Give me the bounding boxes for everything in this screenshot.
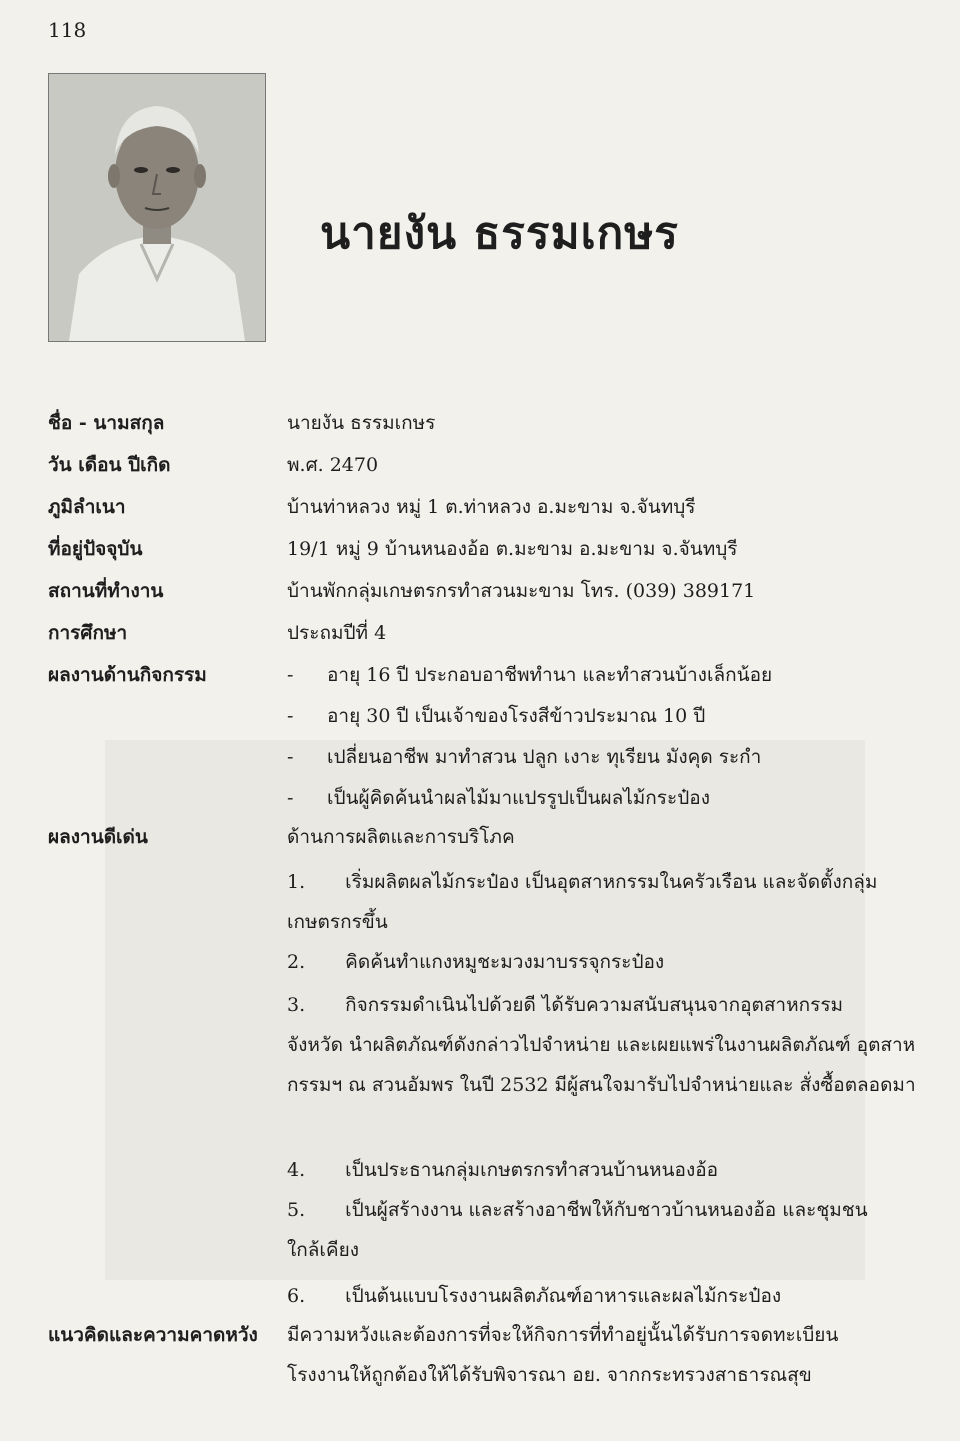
outstanding-heading: ด้านการผลิตและการบริโภค — [287, 826, 515, 848]
workplace-label: สถานที่ทำงาน — [48, 580, 164, 602]
activity-item: เป็นผู้คิดค้นนำผลไม้มาแปรรูปเป็นผลไม้กระป๋อง — [327, 787, 710, 809]
address-value: 19/1 หมู่ 9 บ้านหนองอ้อ ต.มะขาม อ.มะขาม จ.จันทบุรี — [287, 538, 738, 560]
hometown-label: ภูมิลำเนา — [48, 496, 126, 518]
item-text-continued: เกษตรกรขึ้น — [287, 911, 388, 933]
birth-value: พ.ศ. 2470 — [287, 454, 379, 476]
activity-item: อายุ 16 ปี ประกอบอาชีพทำนา และทำสวนบ้างเล็กน้อย — [327, 664, 773, 686]
item-text: เป็นประธานกลุ่มเกษตรกรทำสวนบ้านหนองอ้อ — [345, 1159, 719, 1181]
portrait-photo — [48, 73, 266, 342]
outstanding-item-6 — [287, 1276, 922, 1316]
item-number: 6. — [287, 1285, 306, 1307]
education-label: การศึกษา — [48, 622, 128, 644]
bullet-dash: - — [287, 705, 294, 727]
hometown-value: บ้านท่าหลวง หมู่ 1 ต.ท่าหลวง อ.มะขาม จ.จันทบุรี — [287, 496, 696, 518]
bullet-dash: - — [287, 664, 294, 686]
outstanding-item-2 — [287, 942, 922, 982]
activity-item: อายุ 30 ปี เป็นเจ้าของโรงสีข้าวประมาณ 10 ปี — [327, 705, 706, 727]
activities-label: ผลงานด้านกิจกรรม — [48, 664, 207, 686]
portrait-figure — [49, 74, 265, 341]
vision-line: โรงงานให้ถูกต้องให้ได้รับพิจารณา อย. จากกระทรวงสาธารณสุข — [287, 1364, 812, 1386]
outstanding-item-3 — [287, 985, 922, 1105]
bullet-dash: - — [287, 746, 294, 768]
vision-label: แนวคิดและความคาดหวัง — [48, 1324, 258, 1346]
page-number: 118 — [48, 18, 87, 42]
item-text: เป็นผู้สร้างงาน และสร้างอาชีพให้กับชาวบ้านหนองอ้อ และชุมชน — [345, 1199, 868, 1221]
vision-line: มีความหวังและต้องการที่จะให้กิจการที่ทำอยู่นั้นได้รับการจดทะเบียน — [287, 1324, 839, 1346]
item-text: เป็นต้นแบบโรงงานผลิตภัณฑ์อาหารและผลไม้กระป๋อง — [345, 1285, 782, 1307]
outstanding-label: ผลงานดีเด่น — [48, 826, 148, 848]
item-text: เริ่มผลิตผลไม้กระป๋อง เป็นอุตสาหกรรมในครัวเรือน และจัดตั้งกลุ่ม — [345, 871, 878, 893]
workplace-value: บ้านพักกลุ่มเกษตรกรทำสวนมะขาม โทร. (039) 389171 — [287, 580, 756, 602]
item-text-continued: จังหวัด นำผลิตภัณฑ์ดังกล่าวไปจำหน่าย และเผยแพร่ในงานผลิตภัณฑ์ อุตสาหกรรมฯ ณ สวนอัมพร ในปี 2532 มีผู้สนใจมารับไปจำหน่ายและ สั่งซื้อตลอดมา — [287, 1034, 916, 1096]
item-number: 4. — [287, 1159, 306, 1181]
outstanding-item-4 — [287, 1150, 922, 1190]
outstanding-item-5 — [287, 1190, 922, 1270]
bullet-dash: - — [287, 787, 294, 809]
birth-label: วัน เดือน ปีเกิด — [48, 454, 171, 476]
item-text-continued: ใกล้เคียง — [287, 1239, 360, 1261]
address-label: ที่อยู่ปัจจุบัน — [48, 538, 143, 560]
item-number: 5. — [287, 1199, 306, 1221]
outstanding-item-1 — [287, 862, 922, 942]
name-value: นายงัน ธรรมเกษร — [287, 412, 436, 434]
item-number: 3. — [287, 994, 306, 1016]
education-value: ประถมปีที่ 4 — [287, 622, 387, 644]
item-text: คิดค้นทำแกงหมูชะมวงมาบรรจุกระป๋อง — [345, 951, 665, 973]
item-text: กิจกรรมดำเนินไปด้วยดี ได้รับความสนับสนุนจากอุตสาหกรรม — [345, 994, 844, 1016]
page-title: นายงัน ธรรมเกษร — [320, 208, 679, 259]
activity-item: เปลี่ยนอาชีพ มาทำสวน ปลูก เงาะ ทุเรียน มังคุด ระกำ — [327, 746, 762, 768]
name-label: ชื่อ - นามสกุล — [48, 412, 165, 434]
item-number: 2. — [287, 951, 306, 973]
item-number: 1. — [287, 871, 306, 893]
